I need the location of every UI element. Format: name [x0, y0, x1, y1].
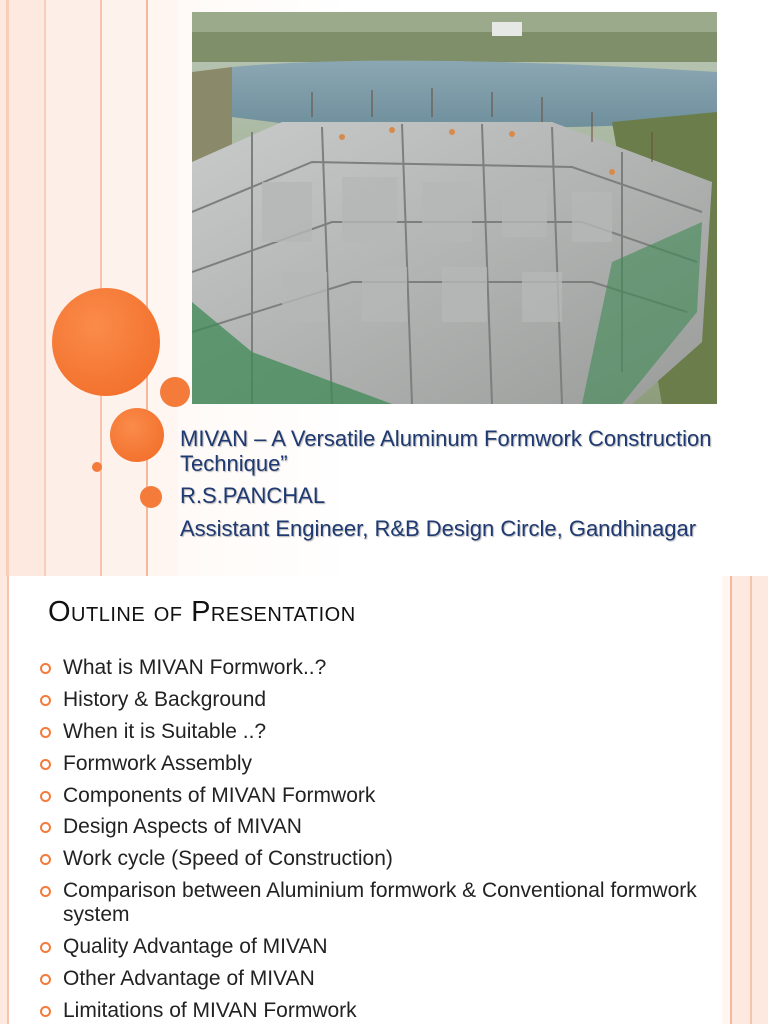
- circle-bullet-icon: [40, 1006, 51, 1017]
- list-item: [38, 847, 698, 871]
- circle-bullet-icon: [40, 759, 51, 770]
- list-item-text: Design Aspects of MIVAN: [63, 815, 302, 839]
- author-name: R.S.PANCHAL: [180, 483, 326, 508]
- circle-bullet-icon: [40, 942, 51, 953]
- circle-bullet-icon: [40, 727, 51, 738]
- circle-bullet-icon: [40, 791, 51, 802]
- list-item: [38, 879, 698, 927]
- list-item-text: Quality Advantage of MIVAN: [63, 935, 328, 959]
- construction-site-photo: [192, 12, 717, 404]
- circle-bullet-icon: [40, 886, 51, 897]
- circle-bullet-icon: [40, 974, 51, 985]
- decorative-circle: [160, 377, 190, 407]
- list-item: [38, 656, 698, 680]
- list-item-text: Work cycle (Speed of Construction): [63, 847, 393, 871]
- circle-bullet-icon: [40, 695, 51, 706]
- decorative-circle: [140, 486, 162, 508]
- list-item: [38, 688, 698, 712]
- list-item-text: Other Advantage of MIVAN: [63, 967, 315, 991]
- list-item-text: What is MIVAN Formwork..?: [63, 656, 327, 679]
- list-item: [38, 784, 698, 808]
- list-item: [38, 967, 698, 991]
- list-item-text: Comparison between Aluminium formwork & Conventional formwork system: [63, 879, 697, 927]
- list-item: [38, 752, 698, 776]
- decorative-stripes: [0, 576, 12, 1024]
- list-item-text: Components of MIVAN Formwork: [63, 783, 376, 807]
- outline-slide: [0, 576, 768, 1024]
- list-item-text: Formwork Assembly: [63, 751, 253, 775]
- list-item-text: Limitations of MIVAN Formwork: [63, 998, 357, 1022]
- title-block: [180, 426, 765, 542]
- list-item: [38, 935, 698, 959]
- circle-bullet-icon: [40, 854, 51, 865]
- circle-bullet-icon: [40, 822, 51, 833]
- outline-list: [38, 656, 698, 1024]
- list-item-text: When it is Suitable ..?: [63, 719, 267, 743]
- author-role: Assistant Engineer, R&B Design Circle, Gandhinagar: [180, 516, 697, 541]
- decorative-stripes: [722, 576, 768, 1024]
- list-item-text: History & Background: [63, 687, 267, 711]
- decorative-circle: [52, 288, 160, 396]
- circle-bullet-icon: [40, 663, 51, 674]
- outline-title: Outline of Presentation: [48, 596, 356, 628]
- decorative-circle: [110, 408, 164, 462]
- list-item: [38, 815, 698, 839]
- list-item: [38, 720, 698, 744]
- decorative-circle: [92, 462, 102, 472]
- slide-title: MIVAN – A Versatile Aluminum Formwork Construction Technique”: [180, 426, 712, 476]
- list-item: [38, 999, 698, 1023]
